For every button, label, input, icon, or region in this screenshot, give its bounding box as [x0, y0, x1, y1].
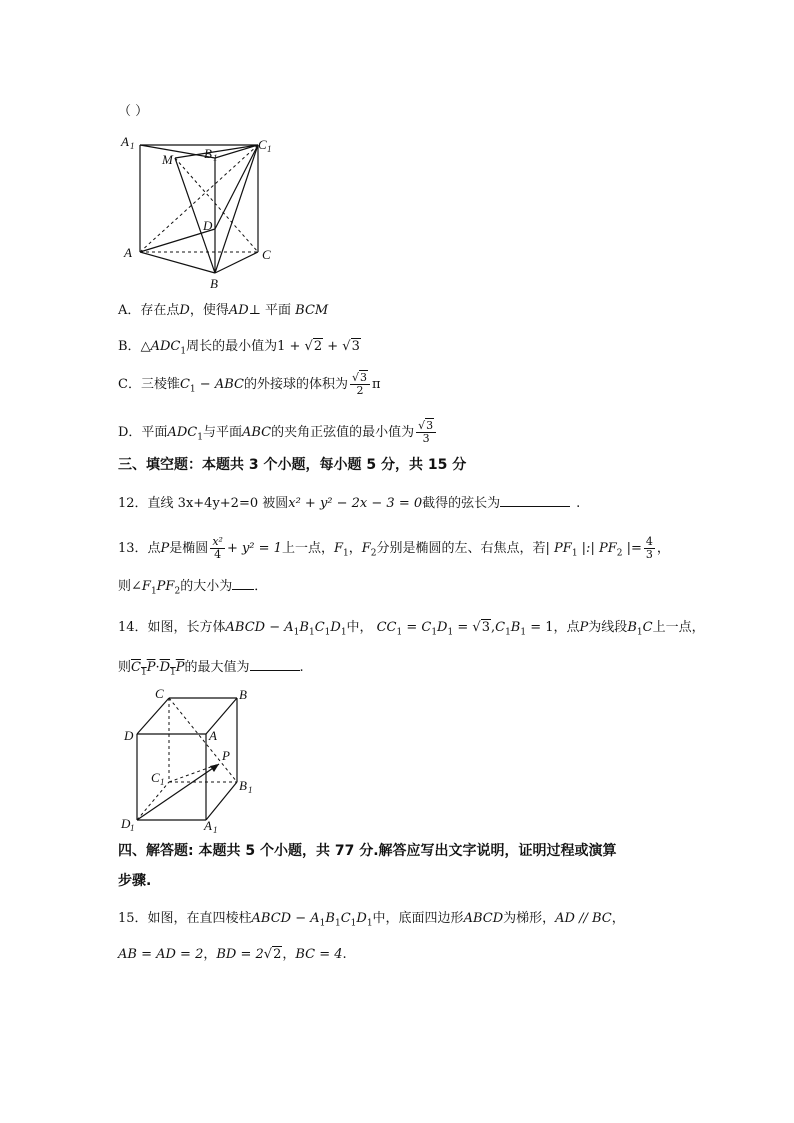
label-c: C — [155, 686, 164, 701]
vector-d1-p — [137, 764, 219, 820]
label-c: C — [262, 247, 271, 262]
edge-m-b — [175, 158, 215, 273]
label-d1: D — [121, 816, 131, 831]
label-d: D — [124, 728, 134, 743]
label-a1: A — [204, 818, 212, 833]
prism-figure — [118, 128, 278, 290]
arrowhead-p — [210, 764, 219, 772]
option-a: A．存在点D，使得AD⊥ 平面 BCM — [118, 303, 329, 318]
fraction-4-over-3: $\frac{4}{3}$ — [645, 535, 653, 561]
edge-a-b — [140, 252, 215, 273]
fraction-root3-over-2: $\frac{√3}{2}$ — [350, 372, 370, 397]
label-b1-sub: 1 — [213, 153, 218, 163]
answer-blank-14 — [250, 670, 300, 671]
label-c1-sub: 1 — [160, 777, 165, 787]
label-a1-sub: 1 — [130, 141, 135, 151]
edge-a1-b1 — [206, 782, 237, 820]
question-15-line-2: AB = AD = 2，BD = 2√2，BC = 4. — [118, 947, 347, 962]
option-d: D．平面$ADC_1$与平面ABC的夹角正弦值的最小值为 $\frac{√3}{3}$ — [118, 420, 438, 447]
label-a: A — [124, 245, 132, 260]
edge-d-c1 — [215, 145, 258, 229]
label-d: D — [203, 218, 213, 233]
option-c: C．三棱锥$C_1$ − ABC的外接球的体积为 $\frac{√3}{2}$ π — [118, 371, 381, 397]
label-b: B — [239, 687, 247, 702]
label-b1-sub: 1 — [248, 785, 253, 795]
answer-paren: （ ） — [118, 104, 149, 119]
question-15: 15．如图，在直四棱柱ABCD − $A_1B_1C_1D_1$中，底面四边形ABCD为梯形，AD // BC， — [118, 911, 625, 929]
question-13-line-2: 则$\angle F_1PF_2$的大小为 ． — [118, 579, 268, 597]
label-p: P — [222, 748, 230, 763]
label-c1-sub: 1 — [267, 144, 272, 154]
label-c1: C — [258, 137, 267, 152]
option-b: B．$\triangle ADC_1$周长的最小值为1 + √2 + √3 — [118, 339, 360, 357]
answer-blank-12 — [500, 506, 570, 507]
section-4-title-line-2: 步骤. — [118, 873, 152, 889]
label-b1: B — [239, 778, 247, 793]
cuboid-figure — [118, 686, 268, 836]
answer-blank-13 — [232, 589, 254, 590]
label-d1-sub: 1 — [130, 823, 135, 833]
label-a1-sub: 1 — [213, 825, 218, 835]
label-a1: A — [121, 134, 129, 149]
label-b1: B — [204, 146, 212, 161]
label-b: B — [210, 276, 218, 290]
fraction-x2-over-4: $\frac{\text{x²}}{4}$ — [212, 535, 223, 561]
label-c1: C — [151, 770, 160, 785]
question-13: 13．点P是椭圆 $\frac{\text{x²}}{4}$ + y² = 1上一点，$F_1$，$F_2$分别是椭圆的左、右焦点，若| $PF_1$ |:| $PF_2$ |= $\frac{4}{3}$ ， — [118, 535, 670, 561]
question-14-line-2: 则$C_1P\cdot D_1P$的最大值为 . — [118, 660, 304, 678]
section-3-title: 三、填空题：本题共 3 个小题，每小题 5 分，共 15 分 — [118, 457, 467, 473]
edge-d-c — [137, 698, 169, 734]
fraction-root3-over-3: $\frac{√3}{3}$ — [416, 420, 436, 445]
section-4-title: 四、解答题: 本题共 5 个小题，共 77 分.解答应写出文字说明，证明过程或演算 — [118, 843, 617, 859]
edge-b-c1 — [215, 145, 258, 273]
question-12: 12．直线 3x+4y+2=0 被圆x² + y² − 2x − 3 = 0截得的弦长为 . — [118, 496, 581, 511]
label-a: A — [209, 728, 217, 743]
label-m: M — [162, 152, 173, 167]
question-14: 14．如图，长方体ABCD − $A_1B_1C_1D_1$中， $CC_1 = C_1D_1 = √3,C_1B_1 = 1$，点P为线段$B_1C$上一点， — [118, 620, 705, 638]
